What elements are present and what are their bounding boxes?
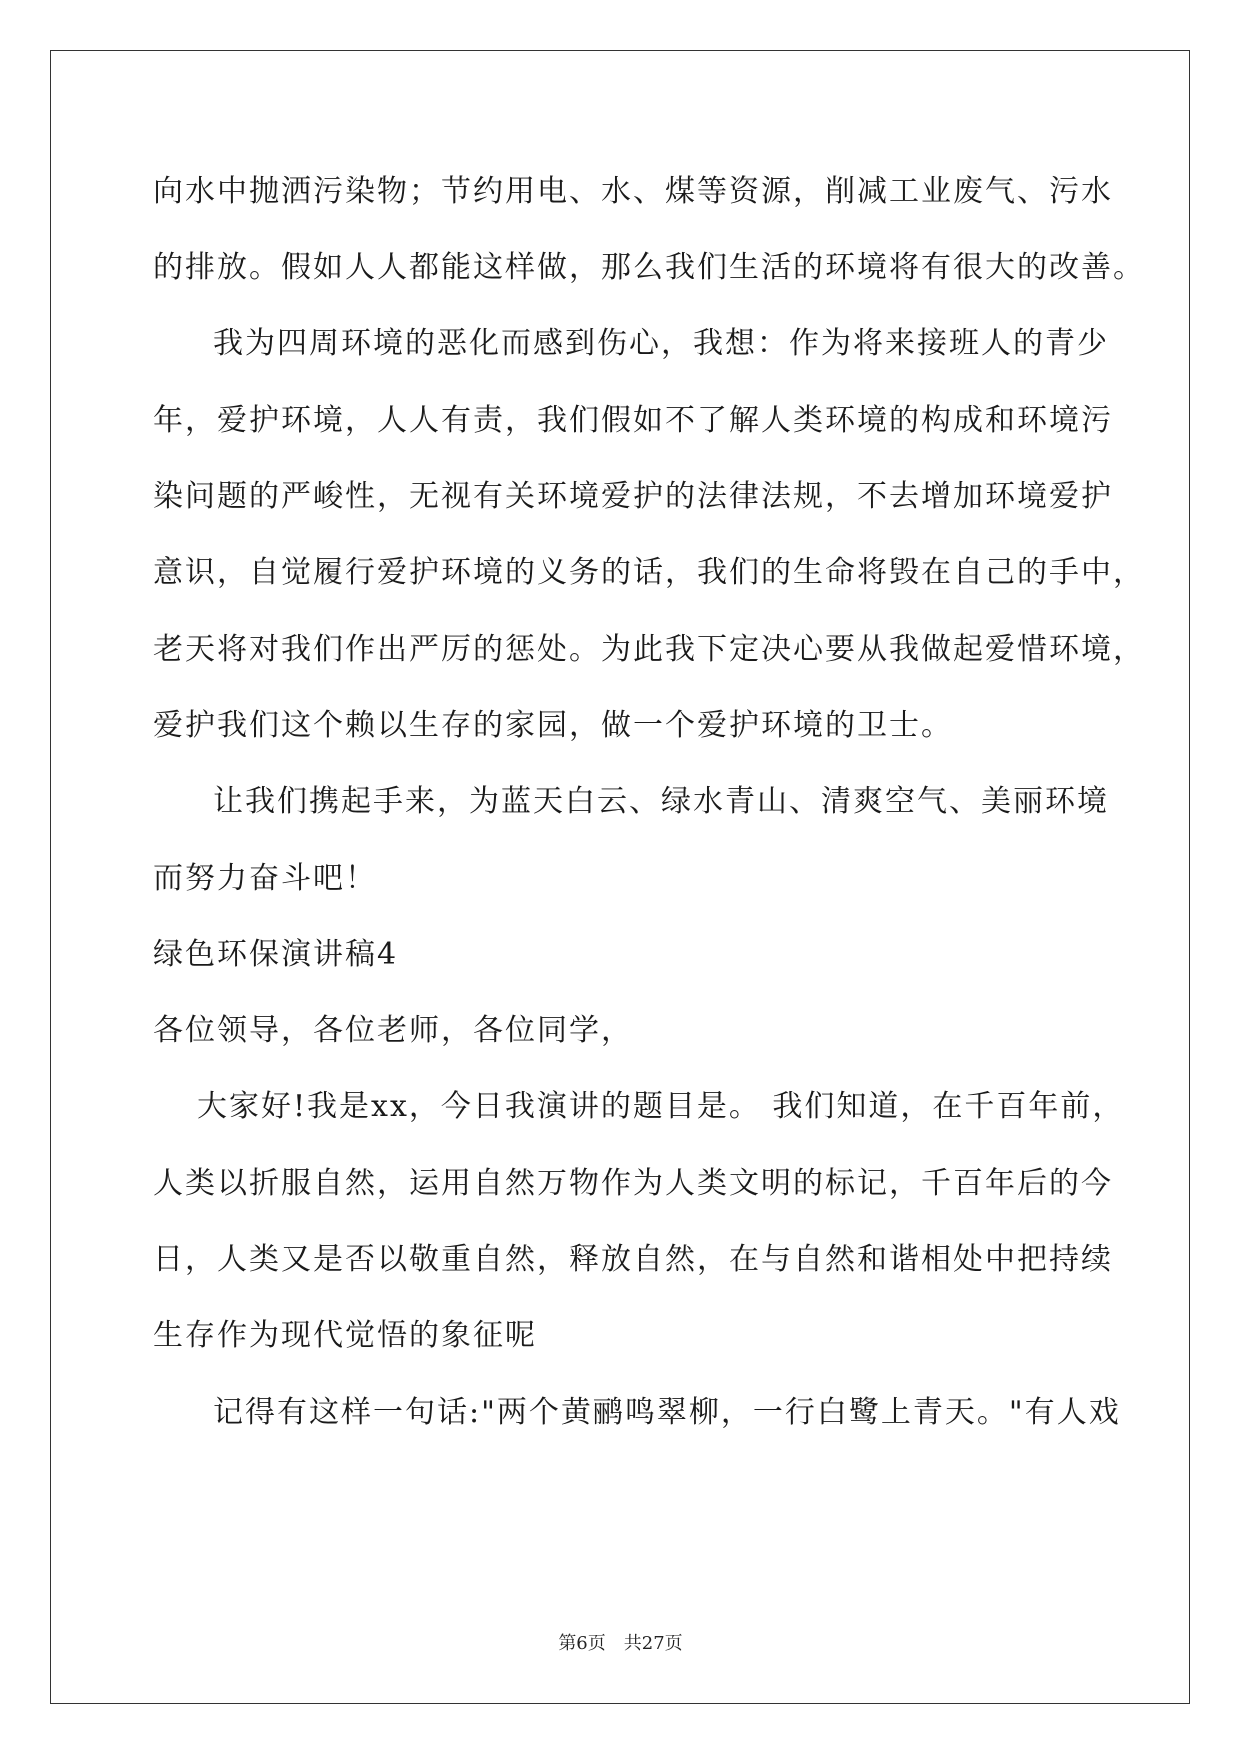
- body-line: 向水中抛洒污染物；节约用电、水、煤等资源，削减工业废气、污水: [153, 174, 1113, 209]
- body-line: 老天将对我们作出严厉的惩处。为此我下定决心要从我做起爱惜环境，: [153, 632, 1145, 667]
- body-line: 爱护我们这个赖以生存的家园，做一个爱护环境的卫士。: [153, 708, 953, 743]
- page-number: 第6页: [558, 1633, 606, 1654]
- body-line: 生存作为现代觉悟的象征呢: [153, 1318, 537, 1353]
- body-line: 染问题的严峻性，无视有关环境爱护的法律法规，不去增加环境爱护: [153, 479, 1113, 514]
- section-heading: 绿色环保演讲稿4: [153, 937, 399, 972]
- paragraph-start-line: 记得有这样一句话:"两个黄鹂鸣翠柳，一行白鹭上青天。"有人戏: [213, 1395, 1121, 1430]
- paragraph-start-line: 让我们携起手来，为蓝天白云、绿水青山、清爽空气、美丽环境: [213, 784, 1109, 819]
- body-line: 日，人类又是否以敬重自然，释放自然，在与自然和谐相处中把持续: [153, 1242, 1113, 1277]
- page-footer: [0, 1632, 1241, 1656]
- body-line: 人类以折服自然，运用自然万物作为人类文明的标记，千百年后的今: [153, 1166, 1113, 1201]
- paragraph-start-line: 我为四周环境的恶化而感到伤心，我想：作为将来接班人的青少: [213, 326, 1109, 361]
- body-line: 而努力奋斗吧！: [153, 861, 377, 896]
- salutation-line: 各位领导，各位老师，各位同学，: [153, 1013, 633, 1048]
- page-total: 共27页: [623, 1633, 683, 1654]
- body-line: 年，爱护环境，人人有责，我们假如不了解人类环境的构成和环境污: [153, 403, 1113, 438]
- body-line: 的排放。假如人人都能这样做，那么我们生活的环境将有很大的改善。: [153, 250, 1145, 285]
- body-line: 意识，自觉履行爱护环境的义务的话，我们的生命将毁在自己的手中，: [153, 555, 1145, 590]
- paragraph-start-line: 大家好!我是xx，今日我演讲的题目是。 我们知道，在千百年前，: [197, 1089, 1125, 1124]
